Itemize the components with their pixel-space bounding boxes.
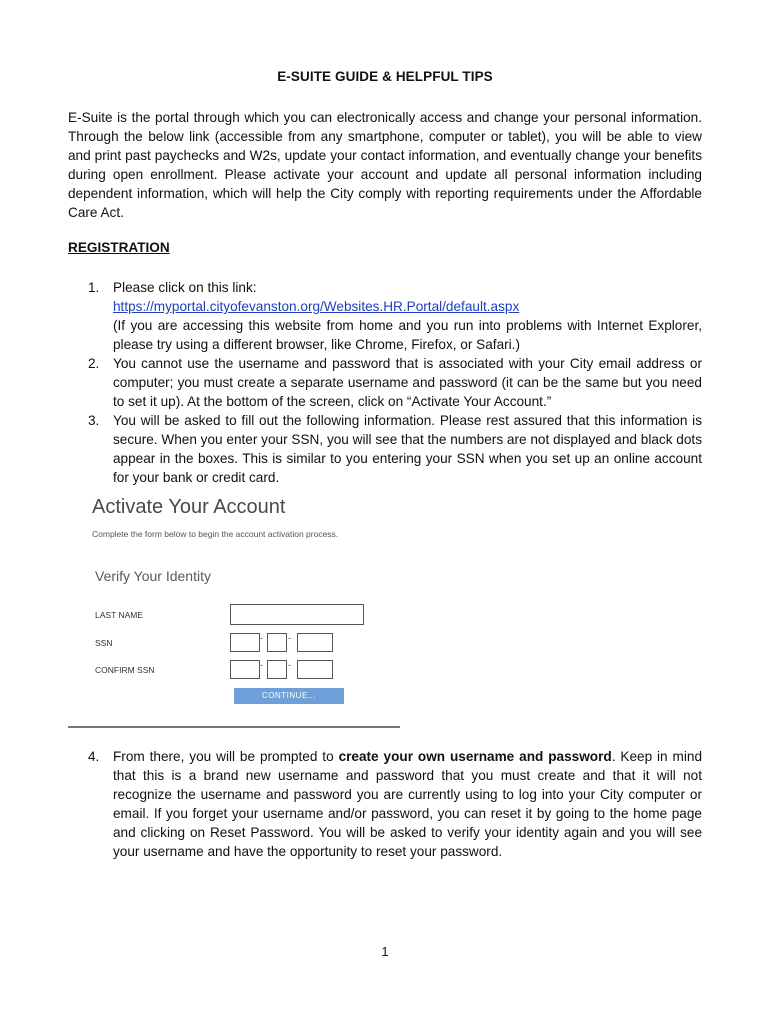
last-name-input[interactable] [230,604,364,625]
divider-line [68,726,400,728]
ssn-dash: - [288,633,291,643]
confirm-ssn-label: CONFIRM SSN [95,665,155,675]
confirm-ssn-input-part1[interactable] [230,660,260,679]
list-item [68,354,702,411]
step-text [113,747,702,861]
form-section-title: Verify Your Identity [95,568,211,584]
ssn-dash: - [260,633,263,643]
steps-list-4 [68,747,702,861]
continue-button[interactable]: CONTINUE... [234,688,344,704]
activate-account-screenshot [68,490,408,730]
registration-heading: REGISTRATION [68,240,170,255]
ssn-input-part2[interactable] [267,633,287,652]
step-number: 4. [88,749,100,764]
page-title: E-SUITE GUIDE & HELPFUL TIPS [277,69,493,84]
form-subtitle: Complete the form below to begin the account activation process. [92,529,339,539]
step-number: 2. [88,356,100,371]
portal-link[interactable]: https://myportal.cityofevanston.org/Websites.HR.Portal/default.aspx [113,299,520,314]
ssn-input-part3[interactable] [297,633,333,652]
step-text-start: From there, you will be prompted to [113,749,339,764]
step-text: You will be asked to fill out the following information. Please rest assured that this information is secure. When you enter your SSN, you will see that the numbers are not displayed and black dots appear in the boxes. This is similar to you entering your SSN when you set up an online account for your bank or credit card. [113,413,702,485]
list-item [68,747,702,861]
confirm-ssn-dash: - [260,660,263,670]
confirm-ssn-dash: - [288,660,291,670]
confirm-ssn-input-part3[interactable] [297,660,333,679]
step-number: 1. [88,280,100,295]
ssn-label: SSN [95,638,113,648]
form-title: Activate Your Account [92,496,286,518]
ssn-input-part1[interactable] [230,633,260,652]
step-note: (If you are accessing this website from home and you run into problems with Internet Explorer, please try using a different browser, like Chrome, Firefox, or Safari.) [113,318,702,352]
intro-paragraph: E-Suite is the portal through which you can electronically access and change your personal information. Through the below link (accessible from any smartphone, computer or tablet), you will be able to view and print past paychecks and W2s, update your contact information, and eventually change your benefits during open enrollment. Please activate your account and update all personal information including dependent information, which will help the City comply with reporting requirements under the Affordable Care Act. [68,110,702,220]
step-text-end: . Keep in mind that this is a brand new username and password that you must create and that it will not recognize the username and password you are currently using to log into your City computer or email. If you forget your username and/or password, you can reset it by going to the home page and clicking on Reset Password. You will be asked to verify your identity again and you will see your username and have the opportunity to reset your password. [113,749,702,859]
steps-list-1-3 [68,278,702,487]
step-text: Please click on this link: [113,280,257,295]
step-number: 3. [88,413,100,428]
page-number: 1 [381,944,389,959]
list-item [68,411,702,487]
list-item [68,278,702,354]
step-text-bold: create your own username and password [338,749,612,764]
confirm-ssn-input-part2[interactable] [267,660,287,679]
last-name-label: LAST NAME [95,610,144,620]
step-text: You cannot use the username and password that is associated with your City email address or computer; you must create a separate username and password (it can be the same but you need to set it up). At the bottom of the screen, click on “Activate Your Account.” [113,356,702,409]
